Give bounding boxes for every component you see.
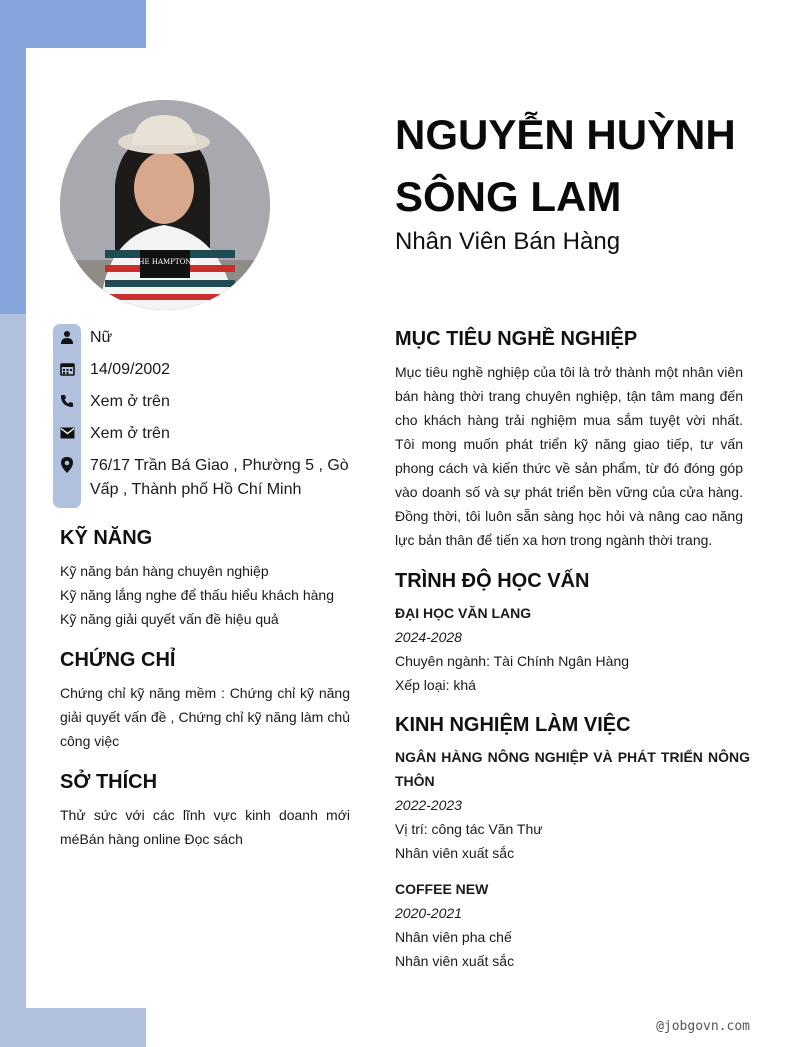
contact-gender: [58, 326, 350, 350]
hobbies-title: SỞ THÍCH: [60, 771, 158, 793]
education-title: TRÌNH ĐỘ HỌC VẤN: [395, 570, 590, 592]
certificates-text: Chứng chỉ kỹ năng mềm : Chứng chỉ kỹ năng giải quyết vấn đề , Chứng chỉ kỹ năng làm chủ công việc: [60, 685, 350, 749]
job-title: Nhân Viên Bán Hàng: [395, 228, 621, 255]
phone-icon: [58, 392, 76, 410]
experience-item: [395, 877, 750, 973]
job-detail: Nhân viên xuất sắc: [395, 953, 515, 969]
objective-title: MỤC TIÊU NGHỀ NGHIỆP: [395, 328, 638, 350]
full-name: NGUYỄN HUỲNH SÔNG LAM: [395, 111, 736, 220]
birthday-text: 14/09/2002: [90, 361, 171, 378]
phone-text: Xem ở trên: [90, 393, 170, 410]
education-period: 2024-2028: [395, 629, 462, 645]
job-period: 2022-2023: [395, 797, 462, 813]
company-name: COFFEE NEW: [395, 881, 489, 897]
decor-strip-side: [0, 314, 26, 1047]
gender-text: Nữ: [90, 329, 113, 346]
skills-list: [60, 559, 350, 631]
skills-title: KỸ NĂNG: [60, 527, 153, 549]
skill-item: Kỹ năng lắng nghe để thấu hiểu khách hàng: [60, 587, 335, 603]
school-name: ĐẠI HỌC VĂN LANG: [395, 605, 532, 621]
shirt-print-text: THE HAMPTONS: [133, 258, 197, 266]
calendar-icon: [58, 360, 76, 378]
location-pin-icon: [58, 456, 76, 474]
decor-block-bottom: [0, 1008, 146, 1047]
watermark: @jobgovn.com: [656, 1019, 750, 1034]
profile-photo-illustration: [60, 100, 270, 310]
hobbies-text: Thử sức với các lĩnh vực kinh doanh mới méBán hàng online Đọc sách: [60, 807, 350, 847]
contact-address: [58, 454, 350, 502]
job-detail: Nhân viên xuất sắc: [395, 845, 515, 861]
contact-birthday: [58, 358, 350, 382]
profile-photo: [60, 100, 270, 310]
education-block: [395, 601, 750, 697]
contact-phone: [58, 390, 350, 414]
skill-item: Kỹ năng bán hàng chuyên nghiệp: [60, 563, 269, 579]
certificates-title: CHỨNG CHỈ: [60, 649, 176, 671]
experience-item: [395, 745, 750, 865]
person-icon: [58, 328, 76, 346]
company-name: NGÂN HÀNG NÔNG NGHIỆP VÀ PHÁT TRIỂN NÔNG THÔN: [395, 749, 750, 789]
email-text: Xem ở trên: [90, 425, 170, 442]
job-detail: Vị trí: công tác Văn Thư: [395, 821, 543, 837]
mail-icon: [58, 424, 76, 442]
address-text: 76/17 Trần Bá Giao , Phường 5 , Gò Vấp , Thành phố Hồ Chí Minh: [90, 457, 349, 498]
contact-email: [58, 422, 350, 446]
experience-title: KINH NGHIỆM LÀM VIỆC: [395, 714, 631, 736]
objective-text: Mục tiêu nghề nghiệp của tôi là trở thành một nhân viên bán hàng thời trang chuyên nghiệp, tận tâm mang đến cho khách hàng trải nghiệm mua sắm tuyệt vời nhất. Tôi mong muốn phát triển kỹ năng giao tiếp, tư vấn phong cách và kiến thức về sản phẩm, từ đó đóng góp vào doanh số và sự phát triển bền vững của cửa hàng. Đồng thời, tôi luôn sẵn sàng học hỏi và nâng cao năng lực bản thân để tiến xa hơn trong ngành thời trang.: [395, 364, 743, 548]
job-period: 2020-2021: [395, 905, 462, 921]
education-major: Chuyên ngành: Tài Chính Ngân Hàng: [395, 653, 630, 669]
education-rank: Xếp loại: khá: [395, 677, 476, 693]
skill-item: Kỹ năng giải quyết vấn đề hiệu quả: [60, 611, 279, 627]
job-detail: Nhân viên pha chế: [395, 929, 512, 945]
